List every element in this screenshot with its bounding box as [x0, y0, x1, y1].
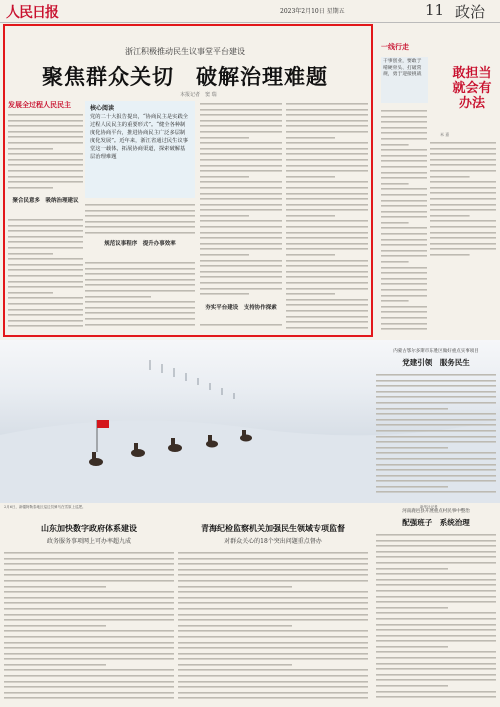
section-name: 政治: [455, 3, 486, 21]
story-kicker: 内蒙古鄂尔多斯市东胜区做好重点实事项目: [393, 349, 479, 354]
article-text: [200, 101, 282, 301]
article-text: [4, 550, 174, 702]
story-headline: 配强班子 系统治理: [402, 518, 470, 527]
article-text: [85, 202, 195, 237]
story-subheadline: 政务服务事项网上可办率超九成: [46, 538, 131, 545]
column-label: 一线行走: [381, 42, 409, 51]
page-number: 11: [425, 1, 445, 19]
feature-kicker: 浙江积极推动民生议事堂平台建设: [125, 47, 245, 56]
core-reading-title: 核心阅读: [90, 105, 115, 112]
subheading: 规范议事程序 提升办事效率: [104, 241, 176, 247]
article-text: [8, 217, 83, 329]
newspaper-logo: 人民日报: [6, 5, 58, 21]
article-text: [200, 322, 282, 332]
article-text: [8, 112, 83, 194]
subheading: 夯实平台建设 支持协作探索: [205, 305, 277, 311]
commentary-summary: 干事创业，要敢于啃硬骨头、打破常规，勇于迎接挑战: [383, 59, 422, 77]
story-kicker: 河南鹿邑县开展重点村民事中整治: [402, 509, 470, 514]
story-subheadline: 对群众关心的18个突出问题重点督办: [224, 538, 322, 545]
article-text: [178, 550, 368, 702]
article-text: [376, 532, 496, 702]
feature-byline: 本报记者 窦 瑞: [180, 92, 217, 98]
article-text: [376, 372, 496, 497]
feature-headline: 聚焦群众关切 破解治理难题: [42, 64, 328, 89]
red-flag: [97, 420, 109, 428]
article-text: [85, 260, 195, 330]
story-headline: 青海纪检监察机关加强民生领域专项监督: [201, 523, 345, 533]
article-text: [286, 101, 368, 331]
fence-posts: [150, 360, 234, 399]
story-headline: 党建引领 服务民生: [402, 358, 470, 367]
lead-section-heading: 发展全过程人民民主: [8, 100, 71, 109]
story-headline: 山东加快数字政府体系建设: [41, 523, 137, 533]
commentary-author: 米 嘉: [440, 132, 450, 137]
article-text: [430, 140, 496, 260]
issue-date: 2023年2月10日 星期五: [280, 8, 345, 15]
subheading: 聚合民意多 吸纳治理建议: [12, 198, 79, 204]
photo-credit: 新华社记者: [420, 505, 438, 509]
commentary-title: 敢担当就会有办法: [452, 66, 492, 111]
photo-caption: 2月6日，新疆阿勒泰地区巡边员骑马在雪原上巡逻。: [4, 505, 86, 509]
article-text: [381, 108, 427, 333]
core-reading-text: 党的二十大报告提出，“协商民主是实践全过程人民民主的重要形式”。“健全各种制度化协商平台，推进协商民主广泛多层制度化发展”。近年来，浙江省通过民生议事堂这一载体，拓展协商渠道，探索破解基层治理难题: [90, 114, 189, 160]
